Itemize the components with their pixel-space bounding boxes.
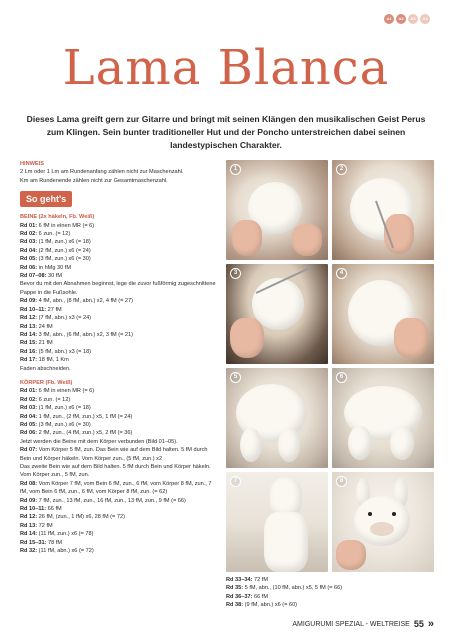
row-label: Rd 32: [20,548,38,555]
pattern-row [226,576,438,584]
step-number: 7 [230,476,241,487]
pattern-row [20,247,220,255]
pattern-row [20,314,220,322]
pattern-row [20,323,220,331]
pattern-row [20,297,220,305]
photo-step-3 [226,264,328,364]
row-label: Rd 05: [20,256,38,263]
pattern-row [20,339,220,347]
pattern-row [20,264,220,272]
pattern-row [226,601,438,609]
pattern-row [20,513,220,521]
pattern-row [20,365,220,373]
photo-step-2 [332,160,434,260]
row-label: Rd 17: [20,357,38,364]
photo-step-7 [226,472,328,572]
pattern-row [20,480,220,497]
next-page-arrow-icon[interactable]: » [427,618,434,630]
photo-step-8 [332,472,434,572]
header-dots [384,14,430,24]
legs-heading: BEINE (2x häkeln, Fb. Weiß) [20,214,95,221]
row-label: Rd 36–37: [226,593,253,600]
row-label: Rd 02: [20,231,38,238]
header-dot: A1 [384,14,394,24]
row-label: Rd 38: [226,602,244,609]
row-text: 6 fM in einen MR (= 6) [37,222,95,229]
row-text: (5 fM, abn.) x3 (= 18) [37,348,92,355]
intro-paragraph: Dieses Lama greift gern zur Gitarre und bringt mit seinen Klängen den musikalischen Geist Perus zum Klingen. Sein bunter traditioneller Hut und der Poncho unterstreichen dabei seinen landestypischen Charakter. [26,114,426,150]
row-text: (9 fM, abn.) x6 (= 60) [243,602,298,609]
hint-line: Km am Rundenende zählen nicht zur Gesamtmaschenzahl. [20,177,168,184]
row-label: Rd 06: [20,264,38,271]
pattern-row [20,238,220,246]
row-text: 6 fM in einen MR (= 6) [37,388,95,395]
row-label: Rd 04: [20,247,38,254]
row-text: 26 fM, (zun., 1 fM) x6, 28 fM (= 72) [37,514,125,521]
row-label: Rd 14: [20,531,38,538]
row-text: (11 fM, abn.) x6 (= 72) [37,548,94,555]
row-text: 66 fM [252,593,268,600]
header-dot: A3 [408,14,418,24]
row-text: 18 fM, 1 Km [37,357,69,364]
row-text: (1 fM, zun.) x6 (= 18) [37,239,91,246]
row-label: Rd 09: [20,298,38,305]
pattern-row [20,331,220,339]
row-label: Rd 08: [20,480,38,487]
row-text: (3 fM, zun.) x6 (= 30) [37,421,91,428]
pattern-row [20,387,220,395]
row-text: 72 fM [37,522,53,529]
pattern-row [20,421,220,429]
pattern-row [20,463,220,480]
pattern-row [20,505,220,513]
row-text: 27 fM [46,306,62,313]
row-text: 24 fM [37,323,53,330]
pattern-row [20,404,220,412]
page-title: Lama Blanca [62,40,390,96]
row-text: 1 fM, zun., (2 fM, zun.) x5, 1 fM (= 24) [37,413,133,420]
step-number: 8 [336,476,347,487]
header-dot: A2 [396,14,406,24]
photo-step-1 [226,160,328,260]
magazine-label: AMIGURUMI SPEZIAL - WELTREISE [292,620,410,628]
row-text: Vom Körper 5 fM, zun. Das Bein wie auf dem Bild halten. 5 fM durch Bein und Körper häkeln. Vom Körper zun., (5 fM, zun.) x2 [20,447,208,462]
row-text: 3 fM, abn., (6 fM, abn.) x2, 3 fM (= 21) [37,331,134,338]
row-label: Rd 12: [20,315,38,322]
pattern-row [20,306,220,314]
row-text: Bevor du mit den Abnahmen beginnst, lege die zuvor fußförmig zugeschnittene Pappe in die Fußsohle. [20,281,216,296]
row-text: Vom Körper 7 fM, vom Bein 6 fM, zun., 6 fM, vom Körper 8 fM, zun., 7 fM, vom Bein 6 fM, zun., 6 fM, vom Körper 8 fM, zun. (= 62) [20,480,212,496]
pattern-row [20,222,220,230]
row-label: Rd 33–34: [226,577,253,583]
pattern-row [20,497,220,505]
row-label: Rd 05: [20,421,38,428]
pattern-row [20,547,220,555]
pattern-row [20,429,220,437]
row-label: Rd 13: [20,522,38,529]
row-text: (7 fM, abn.) x3 (= 24) [37,315,92,322]
hint-line: 2 Lm oder 1 Lm am Rundenanfang zählen nicht zur Maschenzahl. [20,169,184,176]
row-text: (1 fM, zun.) x6 (= 18) [37,405,91,412]
pattern-row [20,522,220,530]
row-label: Rd 15–31: [20,539,47,546]
row-text: (11 fM, zun.) x6 (= 78) [37,531,94,538]
row-text: 66 fM [46,506,62,513]
step-number: 6 [336,372,347,383]
photo-step-6 [332,368,434,468]
row-label: Rd 01: [20,388,38,395]
row-label: Rd 35: [226,585,244,592]
section-label: So geht's [20,191,72,207]
pattern-row [20,438,220,446]
row-label: Rd 04: [20,413,38,420]
step-number: 3 [230,268,241,279]
photo-step-5 [226,368,328,468]
row-label: Rd 01: [20,222,38,229]
row-label: Rd 06: [20,430,38,437]
row-label: Rd 12: [20,514,38,521]
pattern-row [20,396,220,404]
pattern-row [20,255,220,263]
row-text: (3 fM, zun.) x6 (= 30) [37,256,91,263]
row-text: 5 fM, abn., (10 fM, abn.) x5, 5 fM (= 66) [243,585,343,592]
row-label: Rd 02: [20,396,38,403]
row-label: Rd 03: [20,405,38,412]
row-label: Rd 13: [20,323,38,330]
row-text: (2 fM, zun.) x6 (= 24) [37,247,91,254]
header-dot: A4 [420,14,430,24]
page-footer [292,618,434,630]
photo-step-4 [332,264,434,364]
body-rows [20,387,220,555]
pattern-row [20,530,220,538]
pattern-row [20,446,220,463]
row-label: Rd 07: [20,447,38,454]
row-label: Rd 07–08: [20,273,47,280]
row-text: 2 fM, zun., (4 fM, zun.) x5, 2 fM (= 36) [37,430,133,437]
row-label: Rd 09: [20,497,38,504]
row-text: 7 fM, zun., 13 fM, zun., 16 fM, zun., 13 fM, zun., 9 fM (= 66) [37,497,186,504]
row-text: 6 zun. (= 12) [37,396,71,403]
row-label: Rd 03: [20,239,38,246]
pattern-row [20,348,220,356]
row-text: 4 fM, abn., (8 fM, abn.) x2, 4 fM (= 27) [37,298,134,305]
row-label: Rd 15: [20,340,38,347]
pattern-row [20,539,220,547]
page-number: 55 [413,619,424,629]
body-heading: KÖRPER (Fb. Weiß) [20,379,73,386]
row-label: Rd 10–11: [20,306,47,313]
pattern-column [20,160,220,555]
row-label: Rd 16: [20,348,38,355]
step-number: 5 [230,372,241,383]
step-number: 4 [336,268,347,279]
row-text: 30 fM [46,273,62,280]
row-label: Rd 14: [20,331,38,338]
pattern-row [226,584,438,592]
row-text: Faden abschneiden. [20,365,71,372]
row-text: in hMg 30 fM [37,264,71,271]
legs-rows [20,222,220,373]
row-text: 78 fM [46,539,62,546]
row-text: 21 fM [37,340,53,347]
row-text: 72 fM [252,577,268,583]
step-number: 1 [230,164,241,175]
hint-heading: HINWEIS [20,161,44,167]
pattern-row [20,280,220,297]
step-number: 2 [336,164,347,175]
hint-box [20,160,220,185]
pattern-row [20,356,220,364]
row-text: Jetzt werden die Beine mit dem Körper verbunden (Bild 01–05). [20,438,178,445]
row-text: Das zweite Bein wie auf dem Bild halten. 5 fM durch Bein und Körper häkeln. Vom Körper zun., 5 fM, zun. [20,464,211,479]
row-label: Rd 10–11: [20,506,47,513]
pattern-row [20,230,220,238]
pattern-row [20,413,220,421]
row-text: 6 zun. (= 12) [37,231,71,238]
pattern-row [226,593,438,601]
pattern-continuation [226,576,438,610]
pattern-row [20,272,220,280]
